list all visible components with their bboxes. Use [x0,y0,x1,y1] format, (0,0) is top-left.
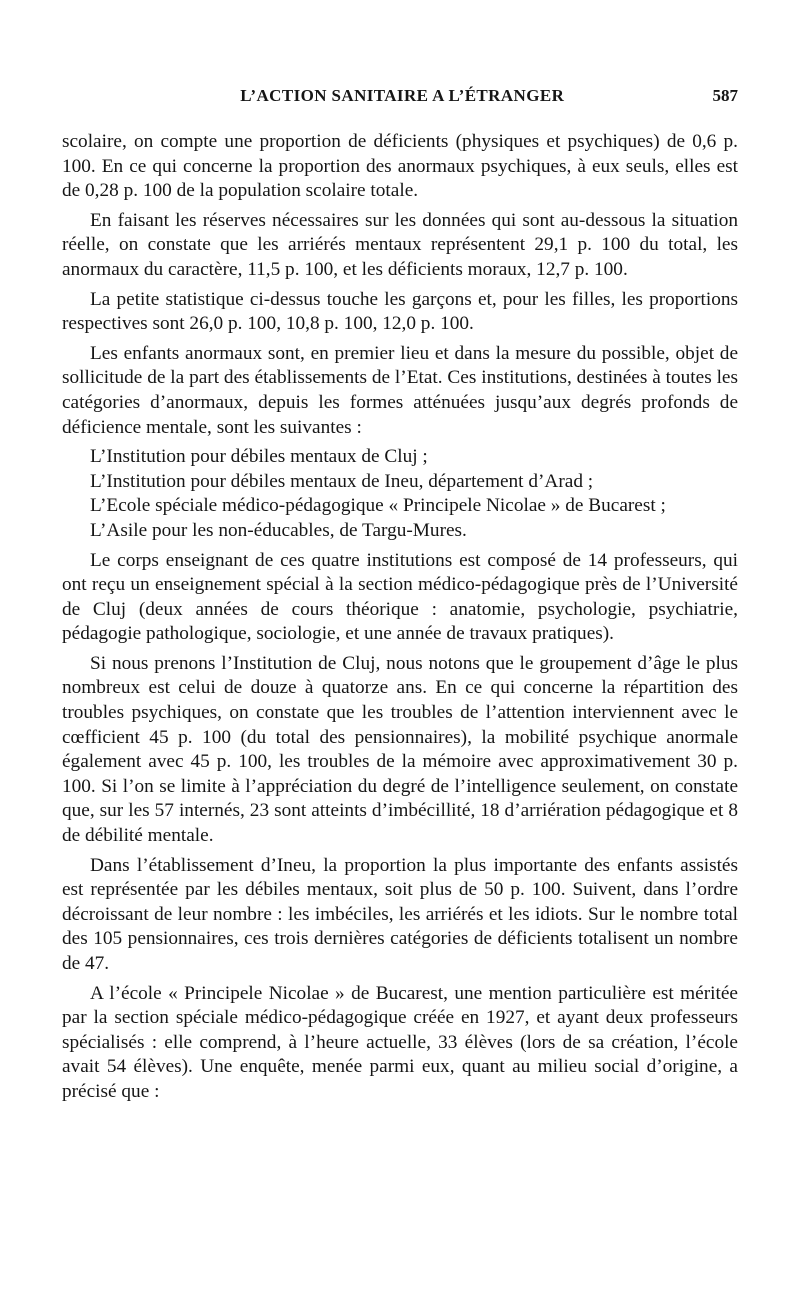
running-title: L’ACTION SANITAIRE A L’ÉTRANGER [240,86,565,105]
list-item-ineu: L’Institution pour débiles mentaux de Ineu, département d’Arad ; [90,470,594,492]
paragraph-institutions: Les enfants anormaux sont, en premier lieu et dans la mesure du possible, objet de sollicitude de la part des établissements de l’Etat. Ces institutions, destinées à toutes les catégories d’anormaux, depuis les formes atténuées jusqu’aux degrés profonds de déficience mentale, sont les suivantes : [62,342,738,438]
paragraph-cluj-institution: Si nous prenons l’Institution de Cluj, nous notons que le groupement d’âge le plus nombreux est celui de douze à quatorze ans. En ce qui concerne la répartition des troubles psychiques, on constate que les troubles de l’attention interviennent avec le cœfficient 45 p. 100 (du total des pensionnaires), la mobilité psychique anormale également avec 45 p. 100, les troubles de la mémoire avec approximativement 30 p. 100. Si l’on se limite à l’appréciation du degré de l’intelligence seulement, on constate que, sur les 57 internés, 23 sont atteints d’imbécillité, 18 d’arriération pédagogique et 8 de débilité mentale. [62,652,738,847]
paragraph-reserves: En faisant les réserves nécessaires sur les données qui sont au-dessous la situation réelle, on constate que les arriérés mentaux représentent 29,1 p. 100 du total, les anormaux du caractère, 11,5 p. 100, et les déficients moraux, 12,7 p. 100. [62,209,738,280]
running-header [62,86,738,114]
page-number: 587 [712,86,738,105]
list-item-targu-mures: L’Asile pour les non-éducables, de Targu-Mures. [90,519,467,541]
paragraph-bucarest-school: A l’école « Principele Nicolae » de Bucarest, une mention particulière est méritée par la section spéciale médico-pédagogique créée en 1927, et ayant deux professeurs spécialisés : elle comprend, à l’heure actuelle, 33 élèves (lors de sa création, l’école avait 54 élèves). Une enquête, menée parmi eux, quant au milieu social d’origine, a précisé que : [62,982,738,1102]
list-item-cluj: L’Institution pour débiles mentaux de Cluj ; [90,446,428,468]
paragraph-teaching-staff: Le corps enseignant de ces quatre institutions est composé de 14 professeurs, qui ont reçu un enseignement spécial à la section médico-pédagogique près de l’Université de Cluj (deux années de cours théorique : anatomie, psychologie, psychiatrie, pédagogie pathologique, sociologie, et une année de travaux pratiques). [62,549,738,645]
paragraph-statistics-girls: La petite statistique ci-dessus touche les garçons et, pour les filles, les proportions respectives sont 26,0 p. 100, 10,8 p. 100, 12,0 p. 100. [62,288,738,335]
list-item-bucarest: L’Ecole spéciale médico-pédagogique « Principele Nicolae » de Bucarest ; [90,495,666,517]
document-page [62,86,738,1110]
paragraph-ineu-establishment: Dans l’établissement d’Ineu, la proportion la plus importante des enfants assistés est représentée par les débiles mentaux, soit plus de 50 p. 100. Suivent, dans l’ordre décroissant de leur nombre : les imbéciles, les arriérés et les idiots. Sur le nombre total des 105 pensionnaires, ces trois dernières catégories de déficients totalisent un nombre de 47. [62,854,738,974]
paragraph-continuation: scolaire, on compte une proportion de déficients (physiques et psychiques) de 0,6 p. 100. En ce qui concerne la proportion des anormaux psychiques, à eux seuls, elles est de 0,28 p. 100 de la population scolaire totale. [62,131,738,202]
